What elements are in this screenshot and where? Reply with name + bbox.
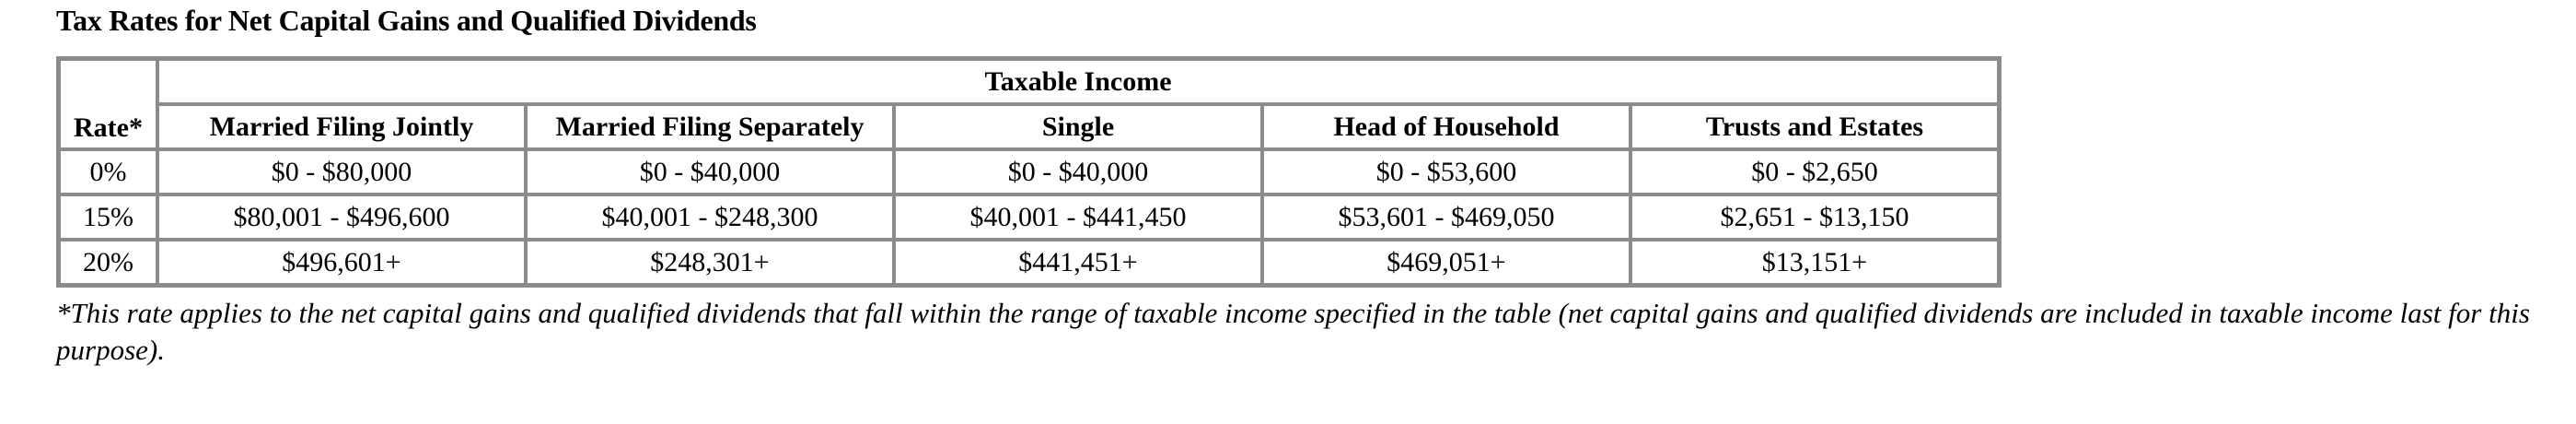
cell-trusts: $0 - $2,650: [1630, 149, 1999, 194]
header-rate: Rate*: [59, 59, 157, 149]
cell-mfj: $80,001 - $496,600: [157, 194, 526, 240]
table-row: [59, 240, 1999, 285]
cell-hoh: $53,601 - $469,050: [1262, 194, 1630, 240]
header-married-filing-jointly: Married Filing Jointly: [157, 104, 526, 149]
header-taxable-income: Taxable Income: [157, 59, 1999, 104]
header-trusts-and-estates: Trusts and Estates: [1630, 104, 1999, 149]
cell-rate: 15%: [59, 194, 157, 240]
cell-mfs: $0 - $40,000: [526, 149, 894, 194]
cell-trusts: $2,651 - $13,150: [1630, 194, 1999, 240]
cell-mfj: $496,601+: [157, 240, 526, 285]
header-head-of-household: Head of Household: [1262, 104, 1630, 149]
cell-mfj: $0 - $80,000: [157, 149, 526, 194]
cell-single: $0 - $40,000: [894, 149, 1262, 194]
cell-mfs: $40,001 - $248,300: [526, 194, 894, 240]
cell-single: $441,451+: [894, 240, 1262, 285]
cell-trusts: $13,151+: [1630, 240, 1999, 285]
table-row: [59, 149, 1999, 194]
cell-single: $40,001 - $441,450: [894, 194, 1262, 240]
table-header-row: [59, 104, 1999, 149]
cell-rate: 20%: [59, 240, 157, 285]
cell-mfs: $248,301+: [526, 240, 894, 285]
cell-rate: 0%: [59, 149, 157, 194]
page-title: Tax Rates for Net Capital Gains and Qualified Dividends: [56, 4, 757, 37]
header-married-filing-separately: Married Filing Separately: [526, 104, 894, 149]
table-row: [59, 194, 1999, 240]
table-group-header-row: [59, 59, 1999, 104]
tax-rates-table: [56, 56, 2002, 288]
cell-hoh: $469,051+: [1262, 240, 1630, 285]
cell-hoh: $0 - $53,600: [1262, 149, 1630, 194]
header-single: Single: [894, 104, 1262, 149]
footnote: *This rate applies to the net capital gains and qualified dividends that fall within the range of taxable income specified in the table (net capital gains and qualified dividends are included in taxable income last for this purpose).: [56, 297, 2530, 366]
